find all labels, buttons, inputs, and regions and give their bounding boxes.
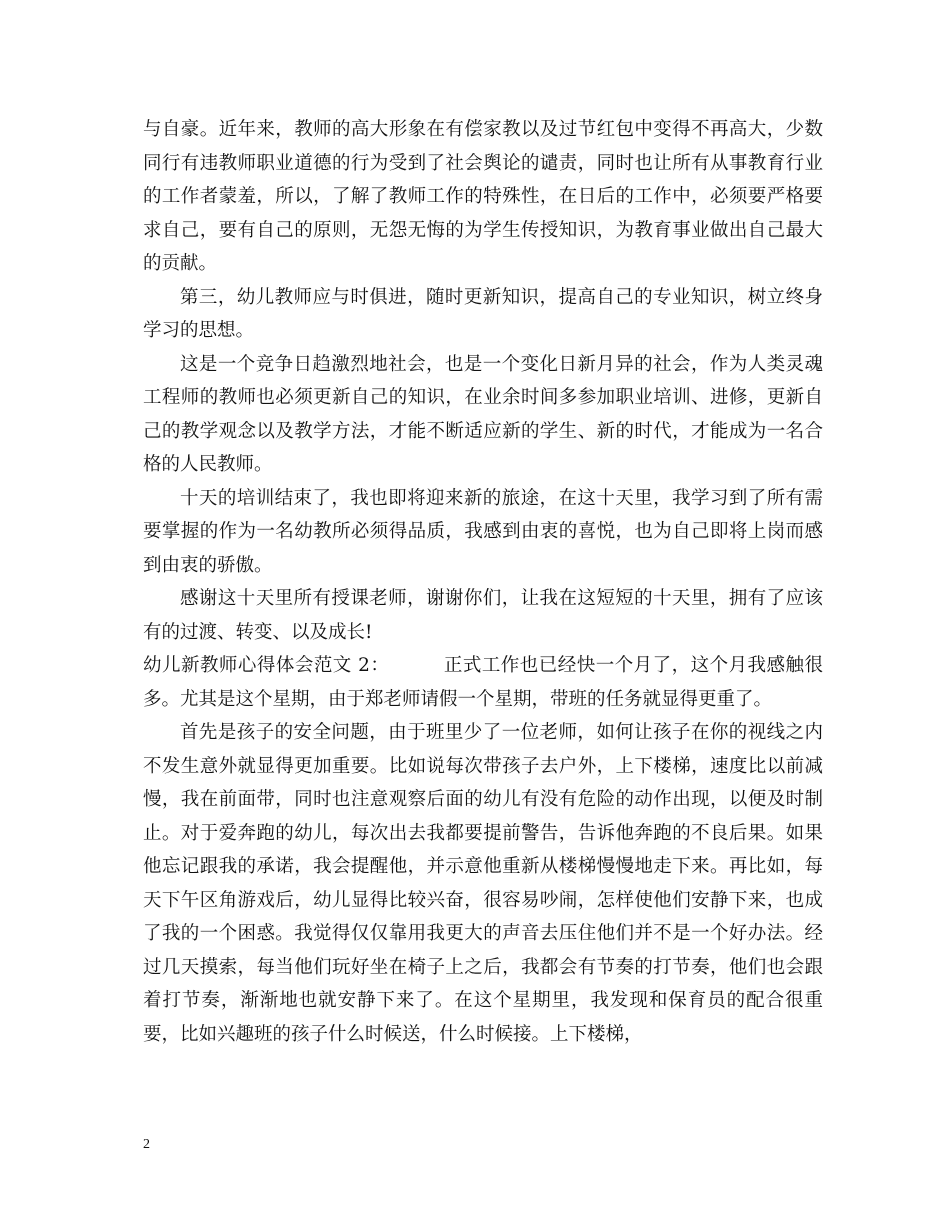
section-heading-label: 幼儿新教师心得体会范文 2： <box>143 655 390 676</box>
section-heading-text: 正式工作也已经快一个月了，这个月我感触很多。尤其是这个星期，由于郑老师请假一个星期，带班的任务就显得更重了。 <box>143 655 823 710</box>
page-number: 2 <box>143 1137 150 1152</box>
paragraph-4: 十天的培训结束了，我也即将迎来新的旅途，在这十天里，我学习到了所有需要掌握的作为一名幼教所必须得品质，我感到由衷的喜悦，也为自己即将上岗而感到由衷的骄傲。 <box>143 487 823 576</box>
paragraph-1: 与自豪。近年来，教师的高大形象在有偿家教以及过节红包中变得不再高大，少数同行有违教师职业道德的行为受到了社会舆论的谴责，同时也让所有从事教育行业的工作者蒙羞，所以，了解了教师工作的特殊性，在日后的工作中，必须要严格要求自己，要有自己的原则，无怨无悔的为学生传授知识，为教育事业做出自己最大的贡献。 <box>143 119 823 274</box>
paragraph-2: 第三，幼儿教师应与时俱进，随时更新知识，提高自己的专业知识，树立终身学习的思想。 <box>143 286 823 341</box>
paragraph-5: 感谢这十天里所有授课老师，谢谢你们，让我在这短短的十天里，拥有了应该有的过渡、转变、以及成长! <box>143 588 823 643</box>
document-body <box>143 113 823 1051</box>
paragraph-3: 这是一个竞争日趋激烈地社会，也是一个变化日新月异的社会，作为人类灵魂工程师的教师也必须更新自己的知识，在业余时间多参加职业培训、进修，更新自己的教学观念以及教学方法，才能不断适应新的学生、新的时代，才能成为一名合格的人民教师。 <box>143 353 823 475</box>
section-heading-paragraph <box>143 649 823 716</box>
paragraph-6: 首先是孩子的安全问题，由于班里少了一位老师，如何让孩子在你的视线之内不发生意外就显得更加重要。比如说每次带孩子去户外，上下楼梯，速度比以前减慢，我在前面带，同时也注意观察后面的幼儿有没有危险的动作出现，以便及时制止。对于爱奔跑的幼儿，每次出去我都要提前警告，告诉他奔跑的不良后果。如果他忘记跟我的承诺，我会提醒他，并示意他重新从楼梯慢慢地走下来。再比如，每天下午区角游戏后，幼儿显得比较兴奋，很容易吵闹，怎样使他们安静下来，也成了我的一个困惑。我觉得仅仅靠用我更大的声音去压住他们并不是一个好办法。经过几天摸索，每当他们玩好坐在椅子上之后，我都会有节奏的打节奏，他们也会跟着打节奏，渐渐地也就安静下来了。在这个星期里，我发现和保育员的配合很重要，比如兴趣班的孩子什么时候送，什么时候接。上下楼梯， <box>143 722 823 1045</box>
